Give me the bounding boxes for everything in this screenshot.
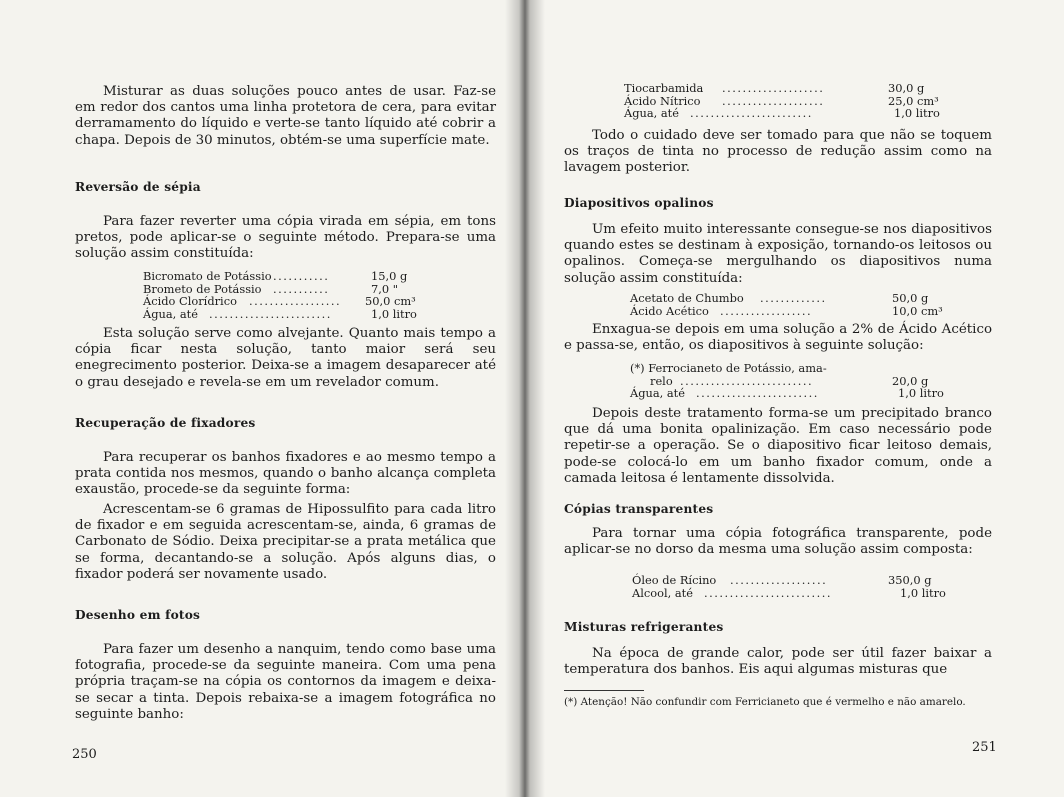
ingredient-name: Água, até [624, 106, 679, 121]
recipe-row [630, 362, 910, 375]
ingredient-amount: 30,0 g [888, 81, 925, 95]
desenho-paragraph: Para fazer um desenho a nanquim, tendo como base uma fotografia, procede-se da seguinte maneira. Com uma pena própria traçam-se na cópia os contornos da imagem e deixa-se secar a tinta. Depois rebaixa-se a imagem fotográfica no seguinte banho: [75, 642, 496, 722]
heading-misturas-refrigerantes: Misturas refrigerantes [564, 620, 724, 634]
leader-dots: .................. [249, 294, 342, 309]
sepia-after-paragraph: Esta solução serve como alvejante. Quanto mais tempo a cópia ficar nesta solução, tanto maior será seu enegrecimento posterior. Deixa-se a imagem desaparecer até o grau desejado e revela-se em um revelador comum. [75, 326, 496, 390]
page-number-left: 250 [72, 747, 97, 762]
page-number-right: 251 [972, 740, 997, 755]
ingredient-amount: 50,0 cm³ [365, 294, 416, 309]
recipe-row [632, 573, 932, 587]
opalinos-recipe-2 [630, 361, 944, 401]
ingredient-name: Ácido Clorídrico [143, 294, 237, 309]
opalinos-paragraph: Um efeito muito interessante consegue-se nos diapositivos quando estes se destinam à exposição, tornando-os leitosos ou opalinos. Começa-se mergulhando os diapositivos numa solução assim constituída: [564, 222, 992, 286]
ingredient-name: Acetato de Chumbo [630, 291, 744, 305]
recipe-row [630, 291, 929, 305]
recipe-row [630, 303, 943, 318]
ingredient-amount: 350,0 g [888, 573, 932, 587]
ingredient-name: Alcool, até [632, 585, 693, 600]
opalinos-recipe-1 [630, 291, 943, 318]
heading-copias-transparentes: Cópias transparentes [564, 502, 714, 516]
leader-dots: ......................... [704, 585, 833, 600]
fixadores-paragraph-2: Acrescentam-se 6 gramas de Hipossulfito para cada litro de fixador e em seguida acrescentam-se, ainda, 6 gramas de Carbonato de Sódio. Deixa precipitar-se a prata metálica que se forma, decantando-se a solução. Após alguns dias, o fixador poderá ser novamente usado. [75, 502, 496, 582]
leader-dots: ........... [273, 269, 330, 283]
ingredient-amount: 20,0 g [892, 373, 929, 388]
ingredient-amount: 1,0 litro [900, 585, 946, 600]
recipe-row [143, 306, 417, 321]
ingredient-amount: 10,0 cm³ [892, 303, 943, 318]
sepia-recipe [143, 269, 417, 321]
recipe-row [632, 585, 946, 600]
ingredient-name: Óleo de Rícino [632, 573, 717, 587]
ingredient-name: relo [650, 373, 673, 388]
ingredient-name: Tiocarbamida [624, 81, 704, 95]
recipe-row [624, 82, 924, 95]
leader-dots: ............. [760, 291, 827, 305]
intro-paragraph: Misturar as duas soluções pouco antes de usar. Faz-se em redor dos cantos uma linha protetora de cera, para evitar derramamento do líquido e verte-se tanto líquido até cobrir a chapa. Depois de 30 minutos, obtém-se uma superfície mate. [75, 84, 496, 148]
ingredient-amount: 50,0 g [892, 291, 929, 305]
ingredient-name: Bicromato de Potássio [143, 269, 272, 283]
ingredient-amount: 25,0 cm³ [888, 93, 939, 108]
ingredient-name: Água, até [143, 306, 198, 321]
recipe-row [624, 106, 940, 121]
heading-recuperacao-fixadores: Recuperação de fixadores [75, 416, 256, 430]
leader-dots: ................... [730, 573, 828, 587]
ingredient-amount: 7,0 " [371, 281, 398, 296]
recipe-row [143, 294, 416, 309]
misturas-paragraph: Na época de grande calor, pode ser útil fazer baixar a temperatura dos banhos. Eis aqui algumas misturas que [564, 646, 992, 678]
leader-dots: .................... [722, 93, 825, 108]
ingredient-amount: 1,0 litro [894, 106, 940, 121]
leader-dots: ........................ [690, 106, 813, 121]
recipe-row [143, 269, 408, 283]
heading-diapositivos-opalinos: Diapositivos opalinos [564, 196, 714, 210]
leader-dots: .................... [722, 81, 825, 95]
footnote: (*) Atenção! Não confundir com Ferricianeto que é vermelho e não amarelo. [564, 696, 966, 708]
left-page-content [75, 84, 496, 724]
heading-desenho-fotos: Desenho em fotos [75, 608, 201, 622]
ingredient-amount: 1,0 litro [371, 306, 417, 321]
ingredient-name: (*) Ferrocianeto de Potássio, ama- [630, 361, 827, 375]
sepia-paragraph: Para fazer reverter uma cópia virada em sépia, em tons pretos, pode aplicar-se o seguinte método. Prepara-se uma solução assim constituída: [75, 214, 496, 262]
leader-dots: .................. [720, 303, 813, 318]
ingredient-name: Ácido Nítrico [624, 93, 701, 108]
book-gutter-shadow [505, 0, 545, 797]
recipe-row [630, 386, 944, 401]
footnote-rule [564, 690, 644, 691]
leader-dots: ........................ [696, 386, 819, 401]
right-page-content [564, 82, 992, 732]
ingredient-name: Água, até [630, 386, 685, 401]
reduction-recipe [624, 81, 940, 121]
copias-paragraph: Para tornar uma cópia fotográfica transparente, pode aplicar-se no dorso da mesma uma solução assim composta: [564, 526, 992, 558]
fixadores-paragraph-1: Para recuperar os banhos fixadores e ao mesmo tempo a prata contida nos mesmos, quando o banho alcança completa exaustão, procede-se da seguinte forma: [75, 450, 496, 498]
left-page [0, 0, 520, 797]
care-paragraph: Todo o cuidado deve ser tomado para que não se toquem os traços de tinta no processo de redução assim como na lavagem posterior. [564, 128, 992, 176]
opalinos-middle-paragraph: Enxagua-se depois em uma solução a 2% de Ácido Acético e passa-se, então, os diapositivos à seguinte solução: [564, 322, 992, 354]
leader-dots: .......................... [680, 373, 814, 388]
opalinos-after-paragraph: Depois deste tratamento forma-se um precipitado branco que dá uma bonita opalinização. Em caso necessário pode repetir-se a operação. Se o diapositivo ficar leitoso demais, pode-se colocá-lo em um banho fixador comum, onde a camada leitosa é lentamente dissolvida. [564, 406, 992, 486]
ingredient-amount: 1,0 litro [898, 386, 944, 401]
ingredient-name: Brometo de Potássio [143, 281, 262, 296]
heading-reversao-sepia: Reversão de sépia [75, 180, 201, 194]
right-page [530, 0, 1064, 797]
ingredient-name: Ácido Acético [630, 303, 709, 318]
copias-recipe [632, 573, 946, 600]
leader-dots: ........... [273, 281, 330, 296]
leader-dots: ........................ [209, 306, 332, 321]
ingredient-amount: 15,0 g [371, 269, 408, 283]
